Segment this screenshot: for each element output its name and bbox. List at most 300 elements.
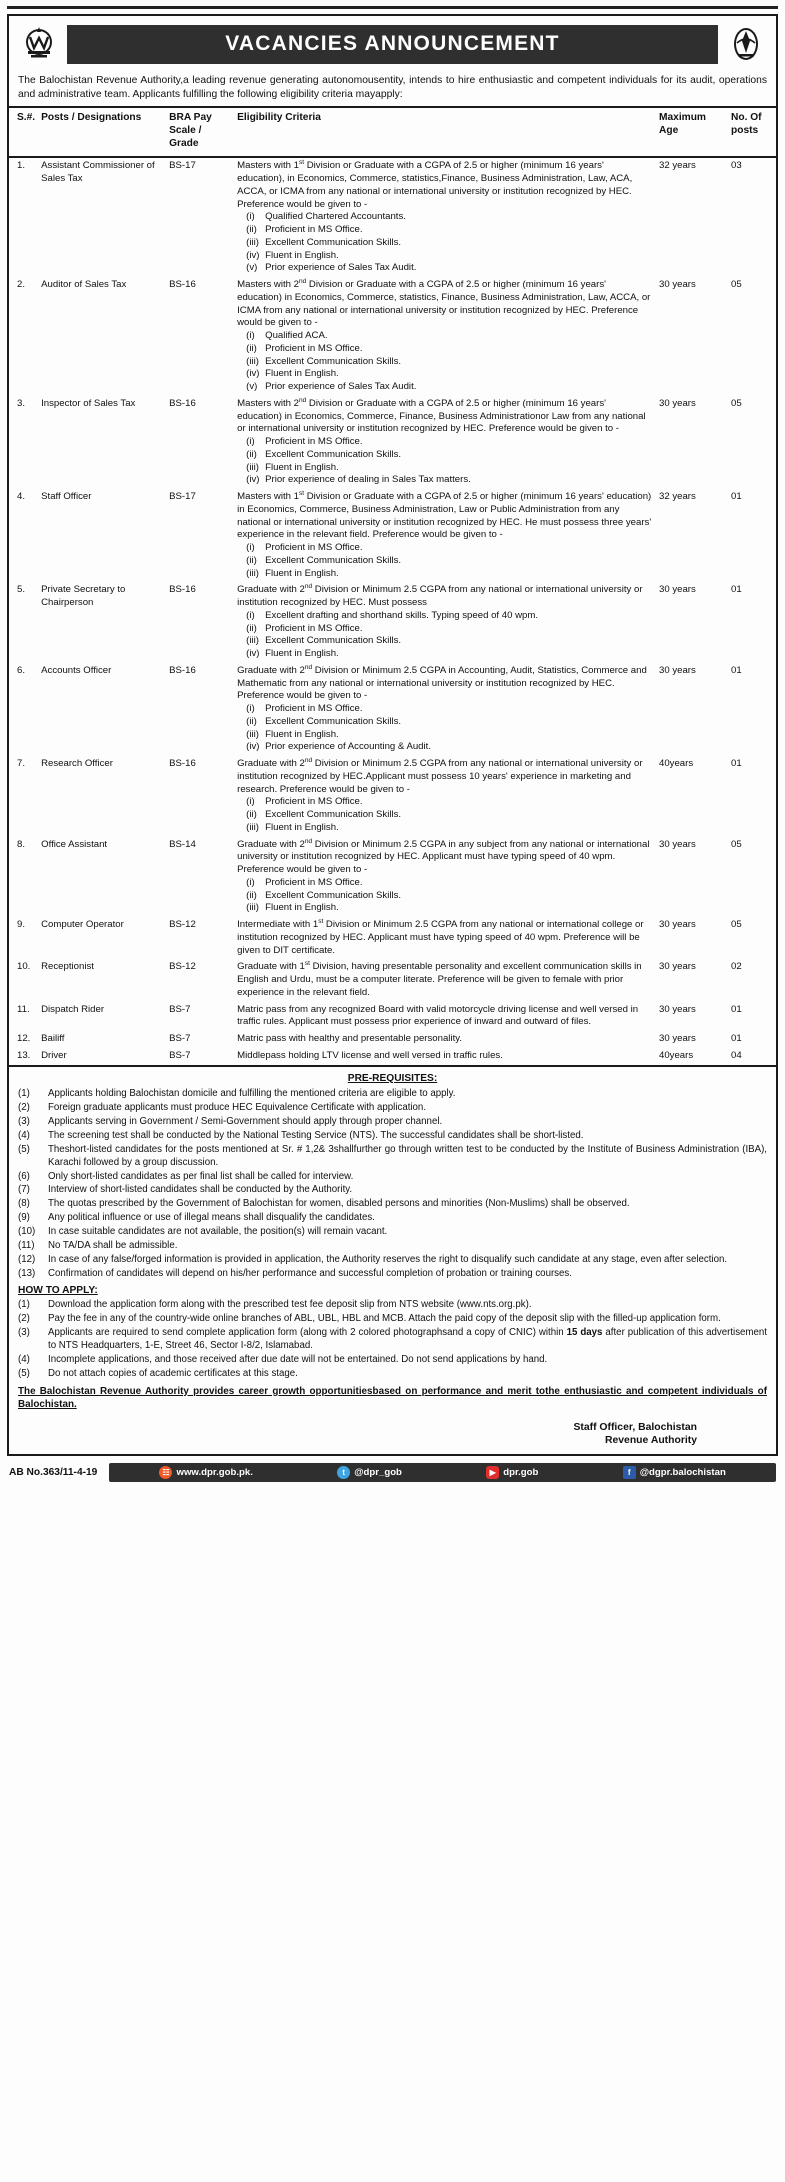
- eligibility-paragraph: Graduate with 1st Division, having presentable personality and excellent communication skills in English and Urdu, must be a computer literate. Preference will be given to female with prior experience in the relevant field.: [237, 960, 642, 998]
- subitem-text: Proficient in MS Office.: [265, 542, 363, 554]
- subitem-text: Fluent in English.: [265, 648, 339, 660]
- row-serial: 12.: [17, 1033, 31, 1045]
- eligibility-subitems: [237, 610, 653, 661]
- closing-statement: The Balochistan Revenue Authority provides career growth opportunitiesbased on performance and merit tothe enthusiastic and competent individuals of Balochistan.: [18, 1385, 767, 1410]
- prerequisite-item: [18, 1254, 767, 1267]
- list-text: Foreign graduate applicants must produce HEC Equivalence Certificate with application.: [48, 1102, 427, 1114]
- social-link[interactable]: [337, 1466, 402, 1479]
- row-pay-scale: BS-16: [169, 758, 196, 770]
- list-text: Pay the fee in any of the country-wide online branches of ABL, UBL, HBL and MCB. Attach the paid copy of the deposit slip with the filled-up application form.: [48, 1313, 721, 1325]
- prerequisite-item: [18, 1268, 767, 1281]
- eligibility-paragraph: Graduate with 2nd Division or Minimum 2.5 CGPA from any national or international university or institution recognized by HEC.Applicant must possess 10 years' experience in marketing and research. Preference would be given to -: [237, 756, 643, 795]
- row-maximum-age: 30 years: [659, 961, 696, 973]
- subitem-numeral: (ii): [246, 342, 257, 354]
- row-pay-scale: BS-7: [169, 1049, 191, 1061]
- prerequisite-item: [18, 1116, 767, 1129]
- eligibility-subitem: [237, 224, 653, 237]
- row-eligibility: [234, 837, 656, 918]
- row-serial: 2.: [17, 279, 26, 291]
- column-header-serial: S.#.: [9, 108, 38, 157]
- row-number-of-posts: 01: [731, 1033, 742, 1045]
- column-header-max-age: Maximum Age: [656, 108, 728, 157]
- prerequisite-item: [18, 1198, 767, 1211]
- subitem-numeral: (v): [246, 381, 258, 393]
- subitem-numeral: (ii): [246, 554, 257, 566]
- how-to-apply-item: [18, 1327, 767, 1353]
- list-text: Applicants holding Balochistan domicile and fulfilling the mentioned criteria are eligible to apply.: [48, 1088, 456, 1100]
- row-number-of-posts: 03: [731, 160, 742, 172]
- subitem-numeral: (ii): [246, 809, 257, 821]
- eligibility-subitem: [237, 262, 653, 275]
- subitem-numeral: (iii): [246, 821, 259, 833]
- subitem-text: Proficient in MS Office.: [265, 342, 363, 354]
- row-maximum-age: 30 years: [659, 397, 696, 409]
- subitem-text: Fluent in English.: [265, 461, 339, 473]
- table-row: [9, 1048, 776, 1065]
- eligibility-subitems: [237, 703, 653, 754]
- subitem-text: Excellent Communication Skills.: [265, 236, 402, 248]
- table-row: [9, 157, 776, 277]
- row-pay-scale: BS-16: [169, 584, 196, 596]
- subitem-text: Excellent Communication Skills.: [265, 448, 402, 460]
- subitem-text: Fluent in English.: [265, 567, 339, 579]
- eligibility-subitem: [237, 716, 653, 729]
- list-number: (2): [18, 1313, 30, 1325]
- list-number: (13): [18, 1267, 36, 1279]
- how-to-apply-item: [18, 1354, 767, 1367]
- subitem-numeral: (iii): [246, 236, 259, 248]
- eligibility-subitem: [237, 568, 653, 581]
- list-text: The screening test shall be conducted by the National Testing Service (NTS). The successful candidates shall be short-listed.: [48, 1129, 584, 1141]
- subitem-text: Excellent Communication Skills.: [265, 715, 402, 727]
- row-eligibility: [234, 489, 656, 582]
- row-post-designation: Auditor of Sales Tax: [41, 279, 127, 291]
- list-text: Only short-listed candidates as per final list shall be called for interview.: [48, 1170, 354, 1182]
- vacancies-table-body: [9, 157, 776, 1064]
- subitem-text: Proficient in MS Office.: [265, 622, 363, 634]
- eligibility-subitem: [237, 368, 653, 381]
- row-post-designation: Dispatch Rider: [41, 1003, 105, 1015]
- list-number: (6): [18, 1170, 30, 1182]
- row-eligibility: [234, 396, 656, 489]
- eligibility-subitem: [237, 211, 653, 224]
- how-to-apply-item: [18, 1313, 767, 1326]
- row-pay-scale: BS-12: [169, 919, 196, 931]
- row-post-designation: Driver: [41, 1049, 67, 1061]
- subitem-numeral: (iv): [246, 741, 260, 753]
- subitem-text: Prior experience of dealing in Sales Tax matters.: [265, 474, 471, 486]
- eligibility-subitem: [237, 635, 653, 648]
- row-maximum-age: 32 years: [659, 491, 696, 503]
- social-label: @dgpr.balochistan: [639, 1466, 726, 1478]
- subitem-numeral: (iv): [246, 368, 260, 380]
- subitem-numeral: (ii): [246, 715, 257, 727]
- list-text: Theshort-listed candidates for the posts mentioned at Sr. # 1,2& 3shallfurther go through written test to be conducted by the Institute of Business Administration (IBA), Karachi followed by a group discussion.: [48, 1143, 767, 1168]
- row-eligibility: [234, 917, 656, 959]
- subitem-text: Excellent Communication Skills.: [265, 355, 402, 367]
- social-link[interactable]: [159, 1466, 252, 1479]
- footer: [7, 1463, 778, 1490]
- row-post-designation: Assistant Commissioner of Sales Tax: [41, 160, 155, 185]
- column-header-pay-scale: [166, 108, 234, 157]
- row-eligibility: [234, 959, 656, 1001]
- subitem-numeral: (i): [246, 211, 255, 223]
- row-serial: 9.: [17, 919, 26, 931]
- eligibility-subitem: [237, 555, 653, 568]
- subitem-text: Fluent in English.: [265, 368, 339, 380]
- eligibility-subitem: [237, 250, 653, 263]
- subitem-text: Proficient in MS Office.: [265, 796, 363, 808]
- page-top-rule: [7, 6, 778, 12]
- twitter-icon: t: [337, 1466, 350, 1479]
- eligibility-paragraph: Masters with 2nd Division or Graduate with a CGPA of 2.5 or higher (minimum 16 years' education) in Economics, Commerce, statistics, Finance, Business Administration, Law, ACCA, or ICMA from any national or international university or institution recognized by HEC. Preference would be given to -: [237, 277, 651, 329]
- subitem-numeral: (i): [246, 542, 255, 554]
- row-maximum-age: 30 years: [659, 838, 696, 850]
- eligibility-paragraph: Graduate with 2nd Division or Minimum 2.5 CGPA from any national or international university or institution recognized by HEC. Must possess: [237, 583, 643, 609]
- row-eligibility: [234, 1031, 656, 1048]
- list-text: Incomplete applications, and those received after due date will not be entertained. Do not send applications by hand.: [48, 1353, 548, 1365]
- row-serial: 3.: [17, 397, 26, 409]
- subitem-text: Excellent Communication Skills.: [265, 889, 402, 901]
- eligibility-subitems: [237, 211, 653, 275]
- how-to-apply-item: [18, 1299, 767, 1312]
- eligibility-paragraph: Masters with 2nd Division or Graduate with a CGPA of 2.5 or higher (minimum 16 years' education) in Economics, Commerce, Finance, Business Administrationor Law from any national or international university or institution recognized by HEC. Preference would be given to -: [237, 396, 646, 435]
- eligibility-subitem: [237, 703, 653, 716]
- list-text: Do not attach copies of academic certificates at this stage.: [48, 1367, 298, 1379]
- social-link[interactable]: [623, 1466, 726, 1479]
- subitem-text: Excellent Communication Skills.: [265, 554, 402, 566]
- row-maximum-age: 30 years: [659, 1033, 696, 1045]
- row-number-of-posts: 01: [731, 664, 742, 676]
- eligibility-subitems: [237, 877, 653, 915]
- eligibility-paragraph: Matric pass with healthy and presentable personality.: [237, 1033, 462, 1045]
- eligibility-subitem: [237, 877, 653, 890]
- list-number: (3): [18, 1327, 30, 1339]
- row-pay-scale: BS-17: [169, 491, 196, 503]
- row-maximum-age: 40years: [659, 1049, 694, 1061]
- eligibility-subitem: [237, 356, 653, 369]
- row-number-of-posts: 05: [731, 279, 742, 291]
- list-text: Applicants serving in Government / Semi-Government should apply through proper channel.: [48, 1116, 443, 1127]
- row-post-designation: Inspector of Sales Tax: [41, 397, 136, 409]
- row-eligibility: [234, 1002, 656, 1032]
- list-number: (1): [18, 1299, 30, 1311]
- pay-header-line1: BRA Pay: [169, 112, 212, 124]
- row-serial: 4.: [17, 491, 26, 503]
- table-row: [9, 756, 776, 837]
- eligibility-subitem: [237, 890, 653, 903]
- row-serial: 7.: [17, 758, 26, 770]
- row-serial: 8.: [17, 838, 26, 850]
- subitem-numeral: (iii): [246, 567, 259, 579]
- subitem-text: Proficient in MS Office.: [265, 436, 363, 448]
- row-serial: 10.: [17, 961, 31, 973]
- eligibility-subitems: [237, 542, 653, 580]
- list-number: (12): [18, 1253, 36, 1265]
- eligibility-subitem: [237, 474, 653, 487]
- table-row: [9, 837, 776, 918]
- social-label: www.dpr.gob.pk.: [176, 1466, 253, 1478]
- youtube-icon: ▶: [486, 1466, 499, 1479]
- signature-block: [18, 1421, 767, 1448]
- row-number-of-posts: 05: [731, 919, 742, 931]
- eligibility-subitem: [237, 796, 653, 809]
- subitem-numeral: (iv): [246, 648, 260, 660]
- eligibility-subitem: [237, 343, 653, 356]
- subitem-text: Fluent in English.: [265, 902, 339, 914]
- prerequisite-item: [18, 1184, 767, 1197]
- how-to-apply-list: [18, 1299, 767, 1380]
- list-number: (11): [18, 1240, 35, 1252]
- subitem-text: Qualified ACA.: [265, 330, 328, 342]
- row-serial: 11.: [17, 1003, 30, 1015]
- prerequisite-item: [18, 1130, 767, 1143]
- row-post-designation: Bailiff: [41, 1033, 65, 1045]
- posts-header-line1: No. Of: [731, 112, 762, 124]
- eligibility-subitem: [237, 330, 653, 343]
- table-row: [9, 917, 776, 959]
- table-row: [9, 663, 776, 756]
- list-number: (5): [18, 1367, 30, 1379]
- list-number: (9): [18, 1212, 30, 1224]
- how-to-apply-item: [18, 1368, 767, 1381]
- row-eligibility: [234, 663, 656, 756]
- column-header-post: Posts / Designations: [38, 108, 166, 157]
- row-eligibility: [234, 277, 656, 396]
- eligibility-paragraph: Masters with 1st Division or Graduate with a CGPA of 2.5 or higher (minimum 16 years' education), in Economics, Commerce, statistics,Finance, Business Administration, Law, ACA, ACCA, or ICMA from any national or international university or institution recognized by HEC. Preference would be given to -: [237, 159, 633, 210]
- prerequisite-item: [18, 1088, 767, 1101]
- eligibility-paragraph: Graduate with 2nd Division or Minimum 2.5 CGPA in any subject from any national or international university or institution recognized by HEC. Applicant must have typing speed of 40 wpm. Preference would be given to -: [237, 837, 650, 876]
- list-number: (5): [18, 1143, 30, 1155]
- list-text: No TA/DA shall be admissible.: [48, 1240, 178, 1252]
- vacancies-table: [9, 108, 776, 1065]
- row-post-designation: Private Secretary to Chairperson: [41, 584, 126, 609]
- prerequisites-list: [18, 1088, 767, 1280]
- subitem-numeral: (ii): [246, 224, 257, 236]
- subitem-numeral: (i): [246, 796, 255, 808]
- header: [9, 16, 776, 70]
- row-number-of-posts: 01: [731, 584, 742, 596]
- list-number: (7): [18, 1184, 30, 1196]
- table-row: [9, 582, 776, 663]
- prerequisite-item: [18, 1144, 767, 1170]
- eligibility-subitem: [237, 809, 653, 822]
- row-serial: 6.: [17, 664, 26, 676]
- list-text: Any political influence or use of illegal means shall disqualify the candidates.: [48, 1212, 375, 1224]
- subitem-numeral: (i): [246, 436, 255, 448]
- eligibility-paragraph: Graduate with 2nd Division or Minimum 2.5 CGPA in Accounting, Audit, Statistics, Commerce and Mathematic from any national or international university or institution recognized by HEC. Preference would be given to -: [237, 663, 647, 702]
- eligibility-subitem: [237, 729, 653, 742]
- list-number: (10): [18, 1226, 36, 1238]
- table-row: [9, 396, 776, 489]
- row-pay-scale: BS-14: [169, 838, 196, 850]
- prerequisites-section: [9, 1065, 776, 1454]
- row-number-of-posts: 04: [731, 1049, 742, 1061]
- row-pay-scale: BS-16: [169, 397, 196, 409]
- row-pay-scale: BS-17: [169, 160, 196, 172]
- eligibility-subitem: [237, 237, 653, 250]
- row-post-designation: Accounts Officer: [41, 664, 112, 676]
- subitem-text: Fluent in English.: [265, 728, 339, 740]
- subitem-numeral: (ii): [246, 448, 257, 460]
- row-serial: 5.: [17, 584, 26, 596]
- intro-paragraph: The Balochistan Revenue Authority,a leading revenue generating autonomousentity, intends to hire enthusiastic and competent individuals for its audit, operations and administrative team. Applicants fulfilling the following eligibility criteria mayapply:: [9, 70, 776, 108]
- subitem-text: Prior experience of Sales Tax Audit.: [265, 262, 417, 274]
- row-number-of-posts: 05: [731, 397, 742, 409]
- list-number: (4): [18, 1129, 30, 1141]
- row-maximum-age: 32 years: [659, 160, 696, 172]
- subitem-numeral: (i): [246, 609, 255, 621]
- row-eligibility: [234, 756, 656, 837]
- eligibility-subitems: [237, 796, 653, 834]
- subitem-text: Excellent drafting and shorthand skills. Typing speed of 40 wpm.: [265, 609, 538, 621]
- column-header-eligibility: Eligibility Criteria: [234, 108, 656, 157]
- row-pay-scale: BS-16: [169, 664, 196, 676]
- globe-icon: ☷: [159, 1466, 172, 1479]
- posts-header-line2: posts: [731, 124, 759, 136]
- subitem-text: Fluent in English.: [265, 249, 339, 261]
- subitem-text: Excellent Communication Skills.: [265, 809, 402, 821]
- subitem-text: Prior experience of Accounting & Audit.: [265, 741, 431, 753]
- row-pay-scale: BS-16: [169, 279, 196, 291]
- subitem-numeral: (i): [246, 330, 255, 342]
- social-media-bar: [109, 1463, 776, 1482]
- table-row: [9, 959, 776, 1001]
- subitem-numeral: (iii): [246, 355, 259, 367]
- subitem-numeral: (iv): [246, 474, 260, 486]
- row-eligibility: [234, 157, 656, 277]
- table-row: [9, 489, 776, 582]
- list-number: (2): [18, 1102, 30, 1114]
- row-eligibility: [234, 1048, 656, 1065]
- eligibility-subitem: [237, 542, 653, 555]
- row-maximum-age: 30 years: [659, 1003, 696, 1015]
- subitem-numeral: (ii): [246, 622, 257, 634]
- eligibility-subitem: [237, 902, 653, 915]
- subitem-text: Proficient in MS Office.: [265, 224, 363, 236]
- eligibility-paragraph: Masters with 1st Division or Graduate with a CGPA of 2.5 or higher (minimum 16 years' education) in Economics, Commerce, Business Administration, Law or Public Administration from any national or international university or institution recognized by HEC. He must possess three years' experience in the relevant field. Preference would be given to -: [237, 489, 652, 541]
- subitem-numeral: (iv): [246, 249, 260, 261]
- prerequisite-item: [18, 1240, 767, 1253]
- row-serial: 1.: [17, 160, 26, 172]
- prerequisite-item: [18, 1226, 767, 1239]
- row-pay-scale: BS-12: [169, 961, 196, 973]
- eligibility-paragraph: Matric pass from any recognized Board with valid motorcycle driving license and well versed in traffic rules. Applicant must possess prior experience of inward and outward of files.: [237, 1003, 639, 1028]
- subitem-text: Qualified Chartered Accountants.: [265, 211, 406, 223]
- list-text: In case suitable candidates are not available, the position(s) will remain vacant.: [48, 1226, 388, 1238]
- row-number-of-posts: 01: [731, 491, 742, 503]
- row-number-of-posts: 05: [731, 838, 742, 850]
- row-number-of-posts: 02: [731, 961, 742, 973]
- subitem-numeral: (iii): [246, 461, 259, 473]
- row-number-of-posts: 01: [731, 758, 742, 770]
- list-text: Download the application form along with the prescribed test fee deposit slip from NTS website (www.nts.org.pk).: [48, 1299, 532, 1311]
- row-post-designation: Receptionist: [41, 961, 94, 973]
- signature-line-1: Staff Officer, Balochistan: [573, 1421, 697, 1433]
- eligibility-subitem: [237, 822, 653, 835]
- row-post-designation: Office Assistant: [41, 838, 108, 850]
- subitem-text: Excellent Communication Skills.: [265, 635, 402, 647]
- subitem-numeral: (ii): [246, 889, 257, 901]
- subitem-numeral: (iii): [246, 728, 259, 740]
- subitem-text: Proficient in MS Office.: [265, 876, 363, 888]
- eligibility-paragraph: Intermediate with 1st Division or Minimum 2.5 CGPA from any national or international college or institution recognized by HEC. Applicant must have typing speed of 40 wpm. Preference will be given to DIT certificate.: [237, 917, 644, 956]
- list-number: (8): [18, 1198, 30, 1210]
- subitem-text: Fluent in English.: [265, 821, 339, 833]
- pay-header-line2: Scale / Grade: [169, 124, 202, 149]
- ab-number: AB No.363/11-4-19: [9, 1466, 98, 1478]
- eligibility-subitem: [237, 741, 653, 754]
- prerequisite-item: [18, 1212, 767, 1225]
- government-of-balochistan-logo: [724, 22, 768, 66]
- eligibility-subitem: [237, 648, 653, 661]
- eligibility-subitem: [237, 381, 653, 394]
- eligibility-subitem: [237, 436, 653, 449]
- row-maximum-age: 30 years: [659, 919, 696, 931]
- social-label: @dpr_gob: [354, 1466, 402, 1478]
- eligibility-subitem: [237, 462, 653, 475]
- advertisement-frame: [7, 14, 778, 1456]
- subitem-numeral: (i): [246, 703, 255, 715]
- list-text: The quotas prescribed by the Government of Balochistan for women, disabled persons and minorities (Non-Muslims) shall be observed.: [48, 1198, 630, 1210]
- row-post-designation: Computer Operator: [41, 919, 124, 931]
- row-eligibility: [234, 582, 656, 663]
- table-header-row: [9, 108, 776, 157]
- list-number: (4): [18, 1353, 30, 1365]
- subitem-numeral: (i): [246, 876, 255, 888]
- eligibility-subitem: [237, 623, 653, 636]
- eligibility-subitems: [237, 330, 653, 394]
- subitem-numeral: (iii): [246, 902, 259, 914]
- row-post-designation: Staff Officer: [41, 491, 92, 503]
- eligibility-subitem: [237, 610, 653, 623]
- row-pay-scale: BS-7: [169, 1003, 191, 1015]
- row-post-designation: Research Officer: [41, 758, 113, 770]
- table-row: [9, 1002, 776, 1032]
- subitem-numeral: (iii): [246, 635, 259, 647]
- list-text: Applicants are required to send complete application form (along with 2 colored photographsand a copy of CNIC) within 15 days after publication of this advertisement to NTS Headquarters, 1-E, Street 46, Sector I-8/2, Islamabad.: [48, 1327, 767, 1351]
- list-text: In case of any false/forged information is provided in application, the Authority reserves the right to disqualify such candidate at any stage, even after selection.: [48, 1253, 728, 1265]
- list-text: Confirmation of candidates will depend on his/her performance and successful completion of probation or training courses.: [48, 1267, 572, 1279]
- facebook-icon: f: [623, 1466, 636, 1479]
- how-to-apply-title: HOW TO APPLY:: [18, 1284, 98, 1296]
- social-link[interactable]: [486, 1466, 538, 1479]
- row-number-of-posts: 01: [731, 1003, 742, 1015]
- list-number: (1): [18, 1088, 30, 1100]
- subitem-numeral: (v): [246, 262, 258, 274]
- column-header-no-of-posts: [728, 108, 776, 157]
- social-label: dpr.gob: [503, 1466, 539, 1478]
- row-maximum-age: 30 years: [659, 584, 696, 596]
- list-text: Interview of short-listed candidates shall be conducted by the Authority.: [48, 1184, 353, 1196]
- table-row: [9, 1031, 776, 1048]
- eligibility-subitem: [237, 449, 653, 462]
- row-maximum-age: 30 years: [659, 279, 696, 291]
- list-number: (3): [18, 1116, 30, 1127]
- eligibility-subitems: [237, 436, 653, 487]
- prerequisites-title: PRE-REQUISITES:: [347, 1072, 438, 1084]
- prerequisite-item: [18, 1171, 767, 1184]
- eligibility-paragraph: Middlepass holding LTV license and well versed in traffic rules.: [237, 1049, 503, 1061]
- subitem-text: Prior experience of Sales Tax Audit.: [265, 381, 417, 393]
- subitem-text: Proficient in MS Office.: [265, 703, 363, 715]
- prerequisite-item: [18, 1102, 767, 1115]
- row-maximum-age: 40years: [659, 758, 694, 770]
- signature-line-2: Revenue Authority: [605, 1435, 697, 1447]
- balochistan-revenue-authority-logo: [17, 22, 61, 66]
- row-pay-scale: BS-7: [169, 1033, 191, 1045]
- table-row: [9, 277, 776, 396]
